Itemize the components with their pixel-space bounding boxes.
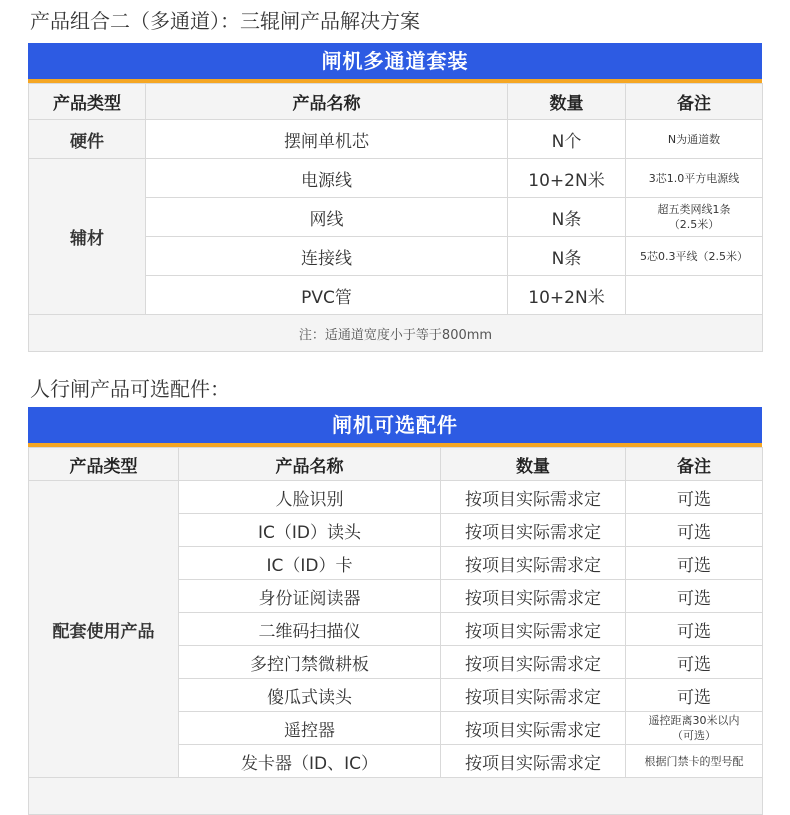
quantity: 按项目实际需求定	[441, 646, 626, 679]
product-name: 摆闸单机芯	[146, 120, 508, 159]
product-name: 身份证阅读器	[179, 580, 441, 613]
quantity: N个	[508, 120, 626, 159]
product-type-accessories: 辅材	[29, 159, 146, 315]
remark: 可选	[626, 679, 763, 712]
remark	[626, 276, 763, 315]
remark-line2: （可选）	[672, 729, 716, 742]
table-header-row	[29, 448, 763, 481]
quantity: 按项目实际需求定	[441, 580, 626, 613]
quantity: N条	[508, 198, 626, 237]
table-row	[29, 159, 763, 198]
product-name: 多控门禁微耕板	[179, 646, 441, 679]
remark: 可选	[626, 580, 763, 613]
header-quantity: 数量	[508, 84, 626, 120]
quantity: 按项目实际需求定	[441, 712, 626, 745]
optional-accessories-panel	[28, 407, 762, 815]
gate-multichannel-kit-panel	[28, 43, 762, 352]
remark	[626, 198, 763, 237]
remark-line1: 超五类网线1条	[657, 203, 731, 216]
product-name: PVC管	[146, 276, 508, 315]
product-type-supporting: 配套使用产品	[29, 481, 179, 778]
remark-line2: （2.5米）	[668, 218, 720, 231]
accessories-table	[28, 447, 763, 815]
section1-banner: 闸机多通道套装	[28, 43, 762, 83]
remark: 可选	[626, 514, 763, 547]
quantity: 按项目实际需求定	[441, 547, 626, 580]
section2-title: 人行闸产品可选配件：	[30, 377, 230, 401]
header-product-type: 产品类型	[29, 448, 179, 481]
product-name: IC（ID）卡	[179, 547, 441, 580]
footnote-row	[29, 315, 763, 352]
product-name: 遥控器	[179, 712, 441, 745]
quantity: 按项目实际需求定	[441, 679, 626, 712]
bottom-spacer	[29, 778, 763, 815]
quantity: 按项目实际需求定	[441, 481, 626, 514]
header-product-type: 产品类型	[29, 84, 146, 120]
product-name: 人脸识别	[179, 481, 441, 514]
product-name: 网线	[146, 198, 508, 237]
product-type-hardware: 硬件	[29, 120, 146, 159]
remark: 可选	[626, 481, 763, 514]
remark: 可选	[626, 547, 763, 580]
quantity: 10+2N米	[508, 276, 626, 315]
remark	[626, 712, 763, 745]
header-quantity: 数量	[441, 448, 626, 481]
remark: 可选	[626, 646, 763, 679]
quantity: 按项目实际需求定	[441, 613, 626, 646]
product-name: 二维码扫描仪	[179, 613, 441, 646]
product-name: IC（ID）读头	[179, 514, 441, 547]
header-product-name: 产品名称	[179, 448, 441, 481]
header-remark: 备注	[626, 84, 763, 120]
section2-banner: 闸机可选配件	[28, 407, 762, 447]
remark: 5芯0.3平线（2.5米）	[626, 237, 763, 276]
remark: 根据门禁卡的型号配	[626, 745, 763, 778]
product-name: 发卡器（ID、IC）	[179, 745, 441, 778]
section1-title: 产品组合二（多通道）：三辊闸产品解决方案	[30, 9, 420, 33]
quantity: 按项目实际需求定	[441, 745, 626, 778]
product-name: 电源线	[146, 159, 508, 198]
header-product-name: 产品名称	[146, 84, 508, 120]
remark-line1: 遥控距离30米以内	[648, 714, 740, 727]
remark: N为通道数	[626, 120, 763, 159]
table-row	[29, 120, 763, 159]
remark: 3芯1.0平方电源线	[626, 159, 763, 198]
quantity: N条	[508, 237, 626, 276]
bottom-spacer-row	[29, 778, 763, 815]
remark: 可选	[626, 613, 763, 646]
header-remark: 备注	[626, 448, 763, 481]
quantity: 10+2N米	[508, 159, 626, 198]
kit-table	[28, 83, 763, 352]
quantity: 按项目实际需求定	[441, 514, 626, 547]
footnote: 注：适通道宽度小于等于800mm	[29, 315, 763, 352]
table-row	[29, 481, 763, 514]
table-header-row	[29, 84, 763, 120]
product-name: 连接线	[146, 237, 508, 276]
product-name: 傻瓜式读头	[179, 679, 441, 712]
